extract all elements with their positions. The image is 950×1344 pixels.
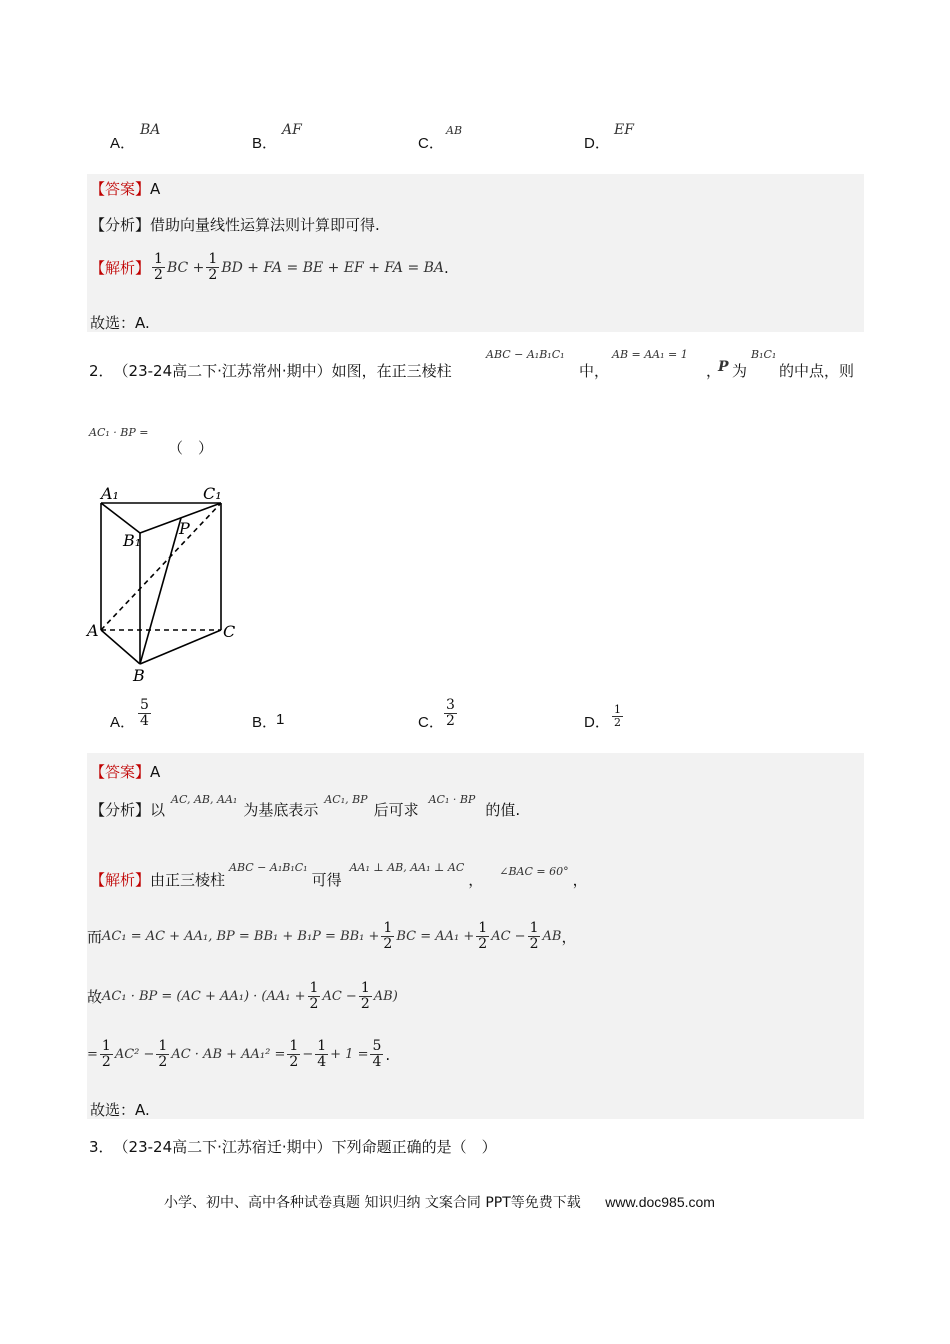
line4-e: + 1 =	[330, 1047, 369, 1062]
q3-text: 下列命题正确的是（ ）	[331, 1138, 497, 1156]
q1-answer-box	[87, 174, 864, 332]
solution-perp: AA₁ ⊥ AB, AA₁ ⊥ AC	[349, 861, 465, 874]
line2-a: AC₁ = AC + AA₁, BP = BB₁ + B₁P = BB₁ +	[102, 929, 380, 944]
solution-prism: ABC − A₁B₁C₁	[229, 861, 308, 874]
answer-value: A	[150, 179, 161, 198]
answer-value: A	[150, 762, 161, 781]
q1-option-c-value: AB	[446, 124, 463, 137]
line3-c: AB)	[373, 989, 398, 1004]
line4-a: =	[87, 1047, 98, 1062]
q2-option-b-value: 1	[276, 711, 285, 728]
line3-b: AC −	[322, 989, 357, 1004]
fraction: $\frac{1}{2}$	[478, 920, 488, 952]
analysis-tag: 【分析】	[90, 801, 151, 819]
q2-source: （23-24高二下·江苏常州·期中）	[113, 362, 332, 380]
fraction: $\frac{1}{2}$	[529, 920, 539, 952]
label-a1: A₁	[101, 484, 119, 503]
fraction: $\frac{1}{2}$	[289, 1038, 299, 1070]
q2-segment: B₁C₁	[751, 348, 777, 361]
fraction: $\frac{1}{2}$	[101, 1038, 111, 1070]
q1-option-c-label[interactable]: C．	[418, 135, 444, 152]
footer-text: 小学、初中、高中各种试卷真题 知识归纳 文案合同 PPT等免费下载	[164, 1195, 581, 1211]
q2-expression: AC₁ · BP =	[89, 426, 149, 439]
q1-option-a-label[interactable]: A．	[110, 135, 136, 152]
answer-tag: 【答案】	[90, 763, 151, 781]
analysis-vectors-2: AC₁, BP	[324, 793, 368, 806]
label-b: B	[133, 666, 145, 685]
q2-option-b-label[interactable]: B．	[252, 714, 278, 731]
q3-source: （23-24高二下·江苏宿迁·期中）	[113, 1138, 332, 1156]
footer-url[interactable]: www.doc985.com	[605, 1194, 715, 1210]
label-b1: B₁	[123, 531, 142, 550]
label-a: A	[87, 621, 99, 640]
solution-1: 由正三棱柱	[150, 871, 226, 889]
q2-option-c-label[interactable]: C．	[418, 714, 444, 731]
q2-option-d-fraction: $\frac{1}{2}$	[614, 703, 621, 729]
line2-b: BC = AA₁ +	[396, 929, 475, 944]
analysis-2: 为基底表示	[243, 801, 319, 819]
line4-b: AC² −	[114, 1047, 155, 1062]
line2-d: AB	[542, 929, 562, 944]
fraction: $\frac{1}{2}$	[383, 920, 393, 952]
analysis-expr: AC₁ · BP	[428, 793, 476, 806]
solution-part-1: BC +	[166, 259, 205, 276]
line2-end: ，	[561, 928, 577, 946]
solution-1b: 可得	[311, 871, 342, 889]
q2-p-var: P	[718, 359, 729, 375]
line3-pre: 故	[87, 988, 103, 1006]
segment-ac1-hidden	[101, 503, 221, 630]
fraction: $\frac{1}{2}$	[154, 251, 163, 283]
fraction: $\frac{1}{2}$	[158, 1038, 168, 1070]
q2-condition: AB = AA₁ = 1	[612, 348, 688, 361]
analysis-3: 后可求	[373, 801, 419, 819]
analysis-4: 的值.	[485, 801, 521, 819]
q2-text-5: 的中点，则	[779, 362, 855, 380]
line4-c: AC · AB + AA₁² =	[171, 1047, 286, 1062]
analysis-text: 借助向量线性运算法则计算即可得.	[150, 216, 380, 234]
q2-option-c-fraction: $\frac{3}{2}$	[446, 697, 455, 729]
q2-option-a-fraction: $\frac{5}{4}$	[140, 697, 149, 729]
solution-1c: ，	[468, 871, 484, 889]
solution-angle: ∠BAC = 60°	[499, 865, 569, 878]
solution-part-2: BD + FA = BE + EF + FA = BA	[221, 259, 445, 276]
label-c1: C₁	[203, 484, 222, 503]
edge-bc	[140, 630, 221, 664]
line3-a: AC₁ · BP = (AC + AA₁) · (AA₁ +	[102, 989, 306, 1004]
fraction: $\frac{1}{4}$	[317, 1038, 327, 1070]
edge-ab	[101, 630, 140, 664]
prism-figure	[85, 478, 245, 688]
solution-tag: 【解析】	[90, 871, 151, 889]
q2-number: 2．	[89, 362, 114, 380]
q2-text-3: ，	[706, 362, 722, 380]
q1-option-b-label[interactable]: B．	[252, 135, 278, 152]
conclusion: 故选：A.	[90, 314, 150, 332]
page-footer	[164, 1192, 715, 1212]
analysis-1: 以	[150, 801, 166, 819]
q1-option-d-label[interactable]: D．	[584, 135, 610, 152]
line2-c: AC −	[491, 929, 526, 944]
line4-end: .	[385, 1045, 391, 1064]
analysis-tag: 【分析】	[90, 216, 151, 234]
solution-tag: 【解析】	[90, 259, 151, 277]
q2-text-2: 中，	[579, 362, 610, 380]
analysis-vectors: AC, AB, AA₁	[171, 793, 238, 806]
line4-d: −	[302, 1047, 314, 1062]
q2-option-a-label[interactable]: A．	[110, 714, 136, 731]
q1-option-b-value: AF	[282, 122, 302, 138]
q3-stem	[89, 1136, 497, 1157]
q1-option-d-value: EF	[614, 122, 634, 138]
q3-number: 3．	[89, 1138, 114, 1156]
fraction: $\frac{1}{2}$	[208, 251, 218, 283]
conclusion: 故选：A.	[90, 1101, 150, 1119]
label-p: P	[179, 519, 190, 538]
edge-a1b1	[101, 503, 140, 533]
q2-answer-box	[87, 753, 864, 1119]
q2-prism: ABC − A₁B₁C₁	[486, 348, 565, 361]
line2-pre: 而	[87, 928, 103, 946]
q2-paren: （ ）	[168, 439, 214, 457]
q1-option-a-value: BA	[140, 122, 161, 138]
solution-end: .	[444, 258, 449, 277]
q2-option-d-label[interactable]: D．	[584, 714, 610, 731]
solution-1d: ，	[572, 871, 588, 889]
q2-text-4: 为	[732, 362, 748, 380]
q2-text-1: 如图，在正三棱柱	[331, 362, 452, 380]
fraction: $\frac{5}{4}$	[372, 1038, 382, 1070]
label-c: C	[223, 622, 236, 641]
fraction: $\frac{1}{2}$	[360, 980, 370, 1012]
fraction: $\frac{1}{2}$	[309, 980, 319, 1012]
segment-bp	[140, 518, 181, 664]
answer-tag: 【答案】	[90, 180, 151, 198]
